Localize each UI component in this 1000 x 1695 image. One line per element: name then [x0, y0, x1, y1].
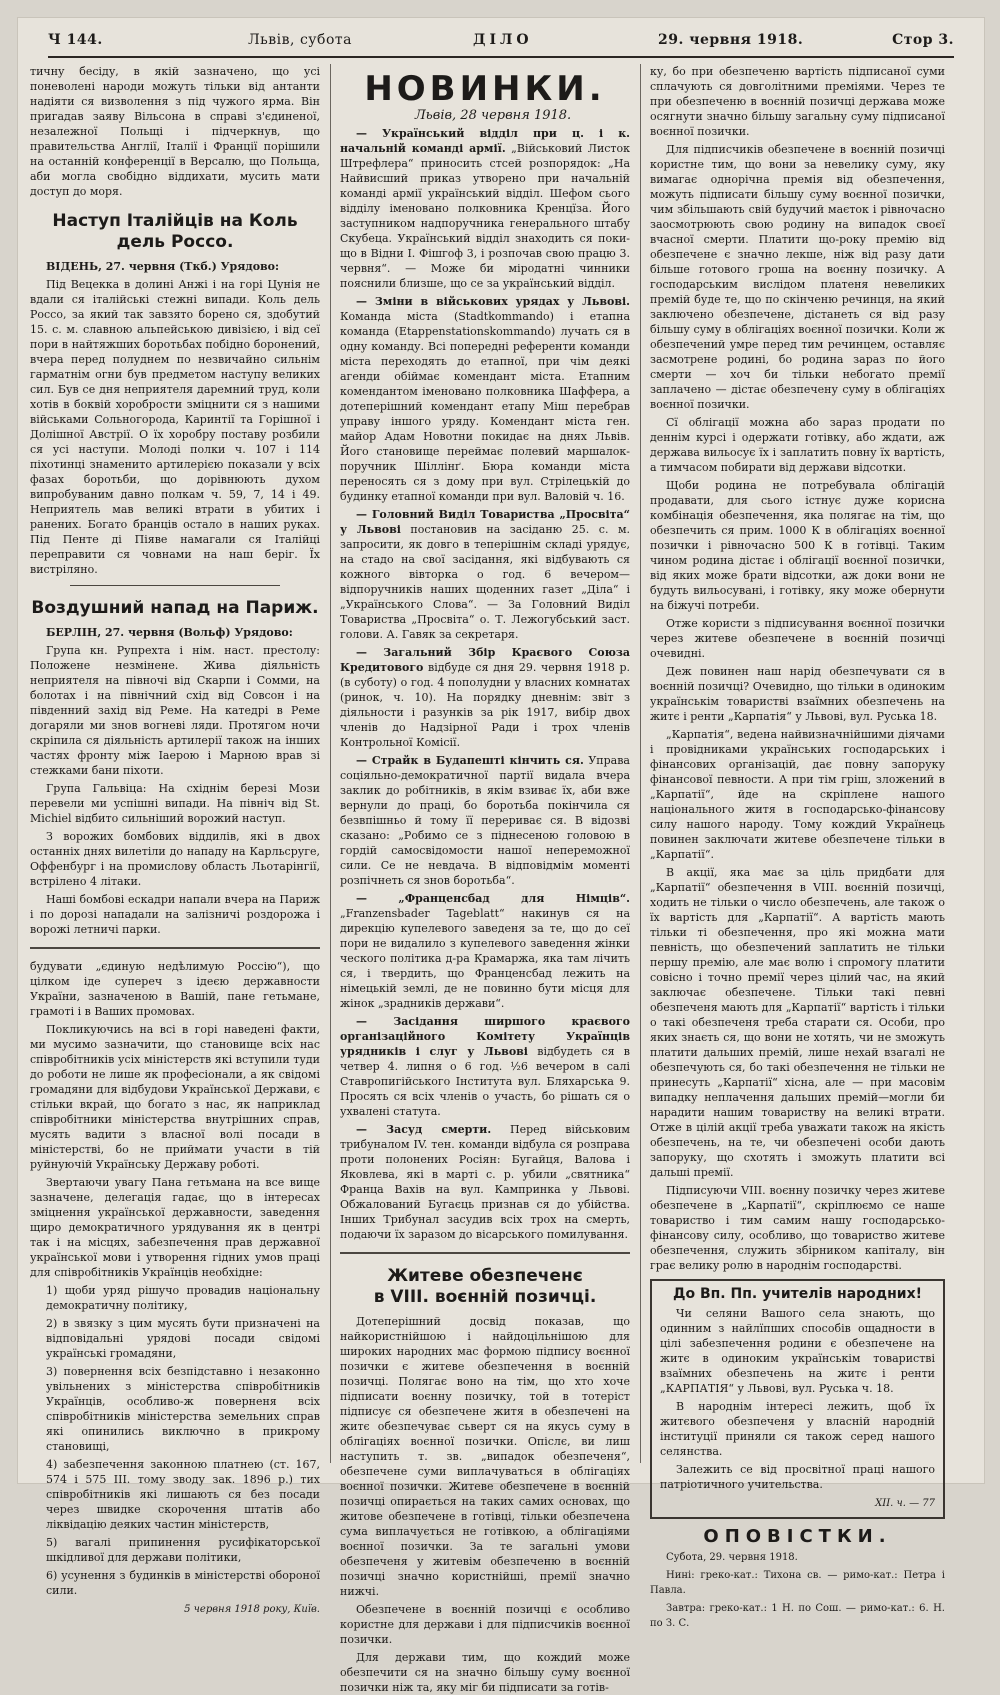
list-item: 6) усунення з будинків в міністерстві обороної сили. — [46, 1569, 320, 1597]
news-item — [340, 891, 630, 1011]
section-separator — [30, 947, 320, 949]
article-dateline: ВІДЕНЬ, 27. червня (Ткб.) Урядово: — [46, 260, 280, 273]
article-paragraph: Для підписчиків обезпечене в воєнній позичці користне тим, що вони за невелику суму, яку вимагає однорічна премія від обезпечення, можуть підписати більшу суму воєнної позички, чим збільшають свій будучий маєток і рівночасно заосмотрюють свою родину на випадок своєї вчасної смерти. Платити що-року премію від обезпечене є значно лекше, ніж від разу дати більше готового гроша на воєнну позичку. А господарським вислідом платеня невеликих премій буде те, що по скінченю речинця, на який заключено обезпечене, дістанеть ся від разу більшу суму в облігаціях воєнної позички. Коли ж обезпечений умре перед тим речинцем, оставляє засмотрене родині, бо родина зараз по його смерти — хоч би тільки небогато премії заплачено — дістає обезпечену суму в облігаціях воєнної позички. — [650, 143, 945, 411]
article-signature: 5 червня 1918 року, Київ. — [184, 1604, 320, 1615]
article-paragraph: Підписуючи VIII. воєнну позичку через житеве обезпечене в „Карпатії“, скріплюємо се наше товариство і тим самим нашу господарсько-фінансову силу, особливо, що товариство житеве обезпечення, служить збірником капіталу, він грає велику ролю в народнім господарстві. — [650, 1184, 945, 1272]
column-left — [30, 64, 320, 1615]
news-item-text: „Військовий Листок Штрефлера“ приносить стсей розпорядок: „На Найвисший приказ утворено при начальній команді армії український відділ. Шефом сього відділу іменовано полковника Кренцїза. Його заступником надпоручника генерального штабу Скубеца. Український відділ знаходить ся поки-що в Відни І. Фішгоф 3, і розпочав свою працю 3. червня“. — Може би міродатні чинники пояснили близше, що се за український відділ. — [340, 142, 631, 290]
news-item — [340, 645, 630, 750]
box-paragraph: В народнім інтересі лежить, щоб їх житєвого обезпеченя у власній народній інституції приняли ся також серед нашого селянства. — [660, 1400, 935, 1458]
list-item: 5) вагалі припинення русифікаторської шкідливої для держави політики, — [46, 1536, 320, 1564]
announcements-title: ОПОВІСТКИ. — [703, 1526, 892, 1547]
article-paragraph: Для держави тим, що кождий може обезпечити ся на значно більшу суму воєнної позички ніж та, яку міг би підписати за готів- — [340, 1651, 630, 1694]
article-paragraph: Наші бомбові ескадри напали вчера на Париж і по дорозі нападали на залізничі роздорожа і ворожі летничі парки. — [30, 893, 320, 936]
news-item-title: — Загальний Збір Краєвого Союза Кредитового — [340, 646, 630, 674]
article-paragraph: Покликуючись на всі в горі наведені факти, ми мусимо зазначити, що становище всіх нас співробітників усіх міністерств які вступили туди до роботи не лише як професіонали, а як свідомі громадяни для відбудови Української Держави, є стільки вкрай, що богато з нас, як наприклад співробітники міністерства внутрішних справ, мусять вадити з власної волі посади в міністерстві, бо не приймати участи в тій руйнуючій Українську Державу роботі. — [30, 1023, 320, 1171]
box-paragraph: Чи селяни Вашого села знають, що одинним з найлїпших способів ощадности в цілі забезпечення родини є обезпечене на житє в одиноким українськім товаристві взаїмних обезпечень на житє і ренти „КАРПАТІЯ“ у Львові, вул. Руська ч. 18. — [660, 1307, 935, 1395]
announcement-line: Завтра: греко-кат.: 1 Н. по Сош. — римо-кат.: 6. Н. по З. С. — [650, 1603, 945, 1629]
news-item-title: — Зміни в військових урядах у Львові. — [356, 295, 630, 308]
page-number: Стор 3. — [892, 32, 954, 48]
news-item-title: — Страйк в Будапешті кінчить ся. — [356, 754, 584, 767]
section-title: НОВИНКИ. — [364, 69, 606, 109]
article-title: Воздушний напад на Париж. — [31, 598, 319, 618]
article-paragraph: ку, бо при обезпеченю вартість підписаної суми сплачують ся довголітними преміями. Через те при обезпеченю в воєнній позичці держава може осягнути значно більшу загальну суму підписаної воєнної позички. — [650, 65, 945, 138]
section-separator — [340, 1252, 630, 1254]
issue-number: Ч 144. — [48, 32, 103, 48]
news-item-text: відбудеть ся в четвер 4. липня о 6 год. ½6 вечером в салі Ставропигійського Інститута вул. Бляхарська 9. Просять ся всіх членів о участь, бо рішать ся о ухвалені статута. — [340, 1045, 630, 1118]
list-item: 1) щоби уряд рішучо провадив національну демократичну політику, — [46, 1284, 320, 1312]
list-item: 3) повернення всіх безпідставно і незаконно увільнених з міністерства співробітників Українців, особливо-ж поверненя всіх співробітників міністерства земельних справ які опинились виключно в прикрому становищі, — [46, 1365, 320, 1453]
column-middle — [340, 64, 631, 1694]
article-separator — [70, 585, 280, 586]
demands-list — [30, 1283, 320, 1598]
news-item-text: постановив на засіданю 25. с. м. запросити, як довго в теперішнім складі урядує, на стадо на свої засідання, які відбувають ся кожного вівторка о год. 6 вечером—відпоручників наших щоденних газет „Діла“ і „Українського Слова“. — За Головний Виділ Товариства „Просвіта“ о. Т. Лежогубський заст. голови. А. Гавяк за секретаря. — [340, 523, 631, 641]
page-header — [48, 32, 954, 58]
list-item: 2) в звязку з цим мусять бути призначені на відповідальні урядові посади свідомі українські громадяни, — [46, 1317, 320, 1360]
article-paragraph: Щоби родина не потребувала облігацій продавати, для сього істнує дуже корисна комбінація обезпечення, яка полягає на тім, що обезпечить ся прим. 1000 К в облігаціях воєнної позички і рівночасно 500 К в готівці. Таким чином родина дістає і облігації воєнної позички, від яких може брати відсотки, аж доки вони не будуть вильосувані, і готівку, яку може обернути на біжучі потреби. — [650, 479, 945, 612]
news-item — [340, 1014, 630, 1119]
article-paragraph: Звертаючи увагу Пана гетьмана на все вище зазначене, делегація гадає, що в інтересах зміцнення української державности, заведення щиро демократичного урядування як в центрі так і на місцях, забезпечення прав державної української мови і утворення гідних умов праці для співробітників Українців необхідне: — [30, 1176, 320, 1279]
box-title: До Вп. Пп. учителів народних! — [673, 1286, 922, 1302]
newspaper-title: ДІЛО — [473, 32, 533, 48]
article-paragraph: З ворожих бомбових віддилів, які в двох останніх днях вилетіли до нападу на Карльсруге, Оффенбург і на промислову область Льотарінгії, встрілено 4 літаки. — [30, 830, 320, 888]
news-item-title: — Головний Виділ Товариства „Просвіта“ у Львові — [340, 508, 630, 536]
column-right — [650, 64, 945, 1629]
city-day: Львів, субота — [248, 32, 352, 48]
issue-date: 29. червня 1918. — [658, 32, 804, 48]
box-paragraph: Залежить се від просвітної праці нашого патріотичного учительства. — [660, 1463, 935, 1491]
article-paragraph: Дотеперішний досвід показав, що найкористнійшою і найдоцільнішою для широких народних мас формою підпису воєнної позички є житеве обезпечення в воєнній позичці. Полягає воно на тім, що хто хоче підписати воєнну позичку, той в тотеріст підписує ся обезпечене житя в обезпечені на житє обезпечуває сьверт ся на якусь суму в облігаціях воєнної позички. Опіслє, ви лиш наступить т. зв. „випадок обезпеченя“, обезпечене суми виплачуваться в облігаціях воєнної позички. Житеве обезпечене в воєнній позичці опирається на таких самих основах, що житове обезпечене в готівці, тільки обезпечена сума виплачується не готівкою, а облігаціями воєнної позички. За те загальні умови обезпеченя у житевім обезпеченю в воєнній позичці значно користнійші, премії значно нижчі. — [340, 1315, 630, 1598]
news-item — [340, 507, 630, 642]
article-paragraph: „Карпатія“, ведена найвизначнійшими діячами і провідниками українських господарських і фінансових організацій, дає повну запоруку фінансової певности. А при тім гріш, зложений в „Карпатії“, йде на скріплене нашого національного житя в господарсько-фінансову силу нашого народу. Тому кождий Українець повинен заключати житеве обезпечене тільки в „Карпатії“. — [650, 728, 945, 861]
list-item: 4) забезпечення законною платнею (ст. 167, 574 і 575 ІІІ. тому зводу зак. 1896 р.) тих співробітників які лишають ся без посади через швидке скорочення штатів або ліквідацію деяких частин міністерств, — [46, 1458, 320, 1531]
news-item — [340, 1122, 630, 1242]
article-title: Наступ Італійців на Коль дель Россо. — [52, 211, 298, 252]
article-paragraph: Деж повинен наш нарід обезпечувати ся в воєнній позичці? Очевидно, що тільки в одиноким українськім товаристві взаїмних обезпечень на житє і ренти „Карпатія“ у Львові, вул. Руська 18. — [650, 665, 945, 723]
article-paragraph: Група кн. Рупрехта і нім. наст. престолу: Положене незмінене. Жива діяльність неприятеля на півночі від Скарпи і Сомми, на болотах і на північний схід від Совсон і на південний захід від Реме. На катедрі в Реме догаряли ми знов вогневі ляди. Протягом ночи скріпила ся діяльність артилерії також на інших частях фронту між Іаерою і Марною врав зі стежками бани піхоти. — [30, 644, 320, 777]
news-item-text: Команда міста (Stadtkommando) і етапна команда (Etappenstationskommando) лучать ся в одну команду. Всі попередні референти команди міста переходять до етапної, при чім деякі агенди обіймає комендант міста. Етапним комендантом іменовано полковника Шаффера, а дотеперішний комендант етапу Міш перебрав управу іншого уряду. Комендант міста ген. майор Адам Новотни покидає на днях Львів. Його становище переймає полевий маршалок-поручник Шіллінґ. Бюра команди міста переносять ся з дому при вул. Стрілецькій до будинку етапної команди при вул. Валовій ч. 16. — [340, 310, 630, 503]
news-item-title: — Засуд смерти. — [356, 1123, 492, 1136]
newspaper-page — [18, 18, 984, 1694]
news-item-text: Перед військовим трибуналом IV. тен. команди відбула ся розправа проти полонених Росіян: Бугайця, Валова і Яковлева, які в марті с. р. убили „святника“ Франца Вахів на вул. Кампринка у Львові. Обжалований Бугаєць признав ся до убійства. Інших Трибунал засудив всіх трох на смерть, подаючи їх заразом до вісарського помилування. — [340, 1123, 630, 1241]
box-signature: XII. ч. — 77 — [875, 1498, 935, 1509]
news-item-title: — „Франценсбад для Німців“. — [356, 892, 630, 905]
news-item — [340, 294, 630, 504]
article-paragraph: Сї облігації можна або зараз продати по деннім курсі і одержати готівку, або ждати, аж держава вильосує їх і заплатить повну їх вартість, а тимчасом побирати від держави відсотки. — [650, 416, 945, 474]
news-item — [340, 126, 630, 291]
column-divider — [330, 64, 331, 1463]
announcement-line: Нині: греко-кат.: Тихона св. — римо-кат.: Петра і Павла. — [650, 1570, 945, 1596]
article-paragraph: В акції, яка має за ціль придбати для „Карпатії“ обезпечення в VIII. воєнній позичці, ходить не тільки о число обезпечень, але також о їх вартість для „Карпатії“. А вартість мають тільки ті обезпечення, про які можна мати певність, що обезпечений заплатить не тільки першу премію, але має волю і спромогу платити совісно і точно премії через цілий час, на який заключає обезпечене. Тільки такі певні обезпеченя мають для „Карпатії“ вартість і тільки о такі обезпеченя треба старати ся. Особи, про яких знаєть ся, що вони не хотять, чи не зможуть платити дальших премій, лише нехай взагалі не обезпечують ся, бо такі обезпечення не тільки не принесуть „Карпатії“ хісна, але — при масовім випадку неплачення дальших премій—могли би нарадити нашим товариству на великі втрати. Отже в цілій акції треба уважати також на якість обезпечень, на те, чи обезпечені особи дають запоруку, що схотять і зможуть платити всі дальші премії. — [650, 866, 945, 1179]
news-item-text: Управа соціяльно-демократичної партії видала вчера заклик до робітників, в якім взиває їх, аби вже вернули до праці, бо боротьба покінчила ся безвпішньо й тому її перериває ся. В відозві сказано: „Робимо се з піднесеною головою в гордій самосвідомости нашої непереможної сили. Се не невдача. В відповідмім моменті розпічнеть ся знов боротьба“. — [340, 754, 630, 887]
article-paragraph: Обезпечене в воєнній позичці є особливо користне для держави і для підписчиків воєнної позички. — [340, 1603, 630, 1646]
article-dateline: БЕРЛІН, 27. червня (Вольф) Урядово: — [46, 626, 293, 639]
article-paragraph: Під Вецекка в долині Анжі і на горі Цунія не вдали ся італійські стежні випади. Коль дель Россо, за який так завзято борено ся, здобутий 15. с. м. славною альпейською дивізією, і від сеї пори в найтяжших боротьбах побідно боронений, вчера перед полуднем по незвичайно сильнім гарматнім огни був предметом наступу великих сил. Був се дня неприятеля даремний труд, коли хотів в боквій хоробрости зміцнити ся з нашими військами Сольногорода, Каринтії та Горішної і Долішної Австрії. О їх хоробру поставу розбили ся усі наступи. Молоді полки ч. 107 і 114 піхотинці знаменито артилерією показали у всіх фазах боротьби, що дорівнюють духом випробуваним давно полкам ч. 59, 7, 14 і 49. Неприятель мав великі втрати в убитих і ранених. Богато бранців остало в наших руках. Під Пенте ді Піяве намагали ся Італійці переправити ся човнами на наш беріг. Їх вистріляно. — [30, 278, 320, 576]
news-item-title: — Український відділ при ц. і к. начальній команді армії. — [340, 127, 630, 155]
news-item-title: — Засідання ширшого краєвого організаційного Комітету Українців урядників і слуг у Львові — [340, 1015, 630, 1058]
header-divider — [48, 56, 954, 58]
announcement-line: Субота, 29. червня 1918. — [666, 1552, 798, 1563]
news-item-text: „Franzensbader Tageblatt“ накинув ся на дирекцію купелевого заведеня за те, що до сеї пори не видалило з купелевого заведення жінки ческого політика д-ра Крамаржа, яка там лічить ся, і твердить, що Франценсбад лежить на німецькій землі, де не повинно бути місця для жінок „зрадників держави“. — [340, 907, 630, 1010]
news-item — [340, 753, 630, 888]
section-dateline: Львів, 28 червня 1918. — [414, 108, 572, 123]
article-paragraph: Група Гальвіца: На східнім березі Мози перевели ми успішні випади. На північ від St. Michiel відбито сильніший ворожий наступ. — [30, 782, 320, 825]
news-item-text: відбуде ся дня 29. червня 1918 р. (в суботу) о год. 4 пополудни у власних комнатах (ринок, ч. 10). На порядку дневнім: звіт з діяльности і разунків за рік 1917, вибір двох членів до Надзірної Ради і трох членів Контрольної Комісії. — [340, 661, 630, 749]
column-divider — [640, 64, 641, 1463]
article-paragraph: будувати „єдиную недѣлимую Россію“), що цілком іде супереч з ідеєю державности України, зазначеною в Вашій, пане гетьмане, грамоті і в Ваших промовах. — [30, 960, 320, 1018]
lead-paragraph: тичну бесіду, в якій зазначено, що усі поневолені народи можуть тільки від антанти надіяти ся визволення з під чужого ярма. Він пригадав заяву Вільсона в справі з'єдиненої, незалежної Польщі і підчеркнув, що правительства Англії, Італії і Франції порішили на останній конференції в Версалю, що Польща, аби могла свобідно віддихати, мусить мати доступ до моря. — [30, 65, 320, 198]
article-title-line2: в VIII. воєнній позичці. — [373, 1287, 597, 1307]
article-title: Житеве обезпеченє — [387, 1266, 583, 1286]
article-paragraph: Отже користи з підписування воєнної позички через житеве обезпечене в воєнній позичці очевидні. — [650, 617, 945, 660]
teachers-notice-box — [650, 1279, 945, 1519]
